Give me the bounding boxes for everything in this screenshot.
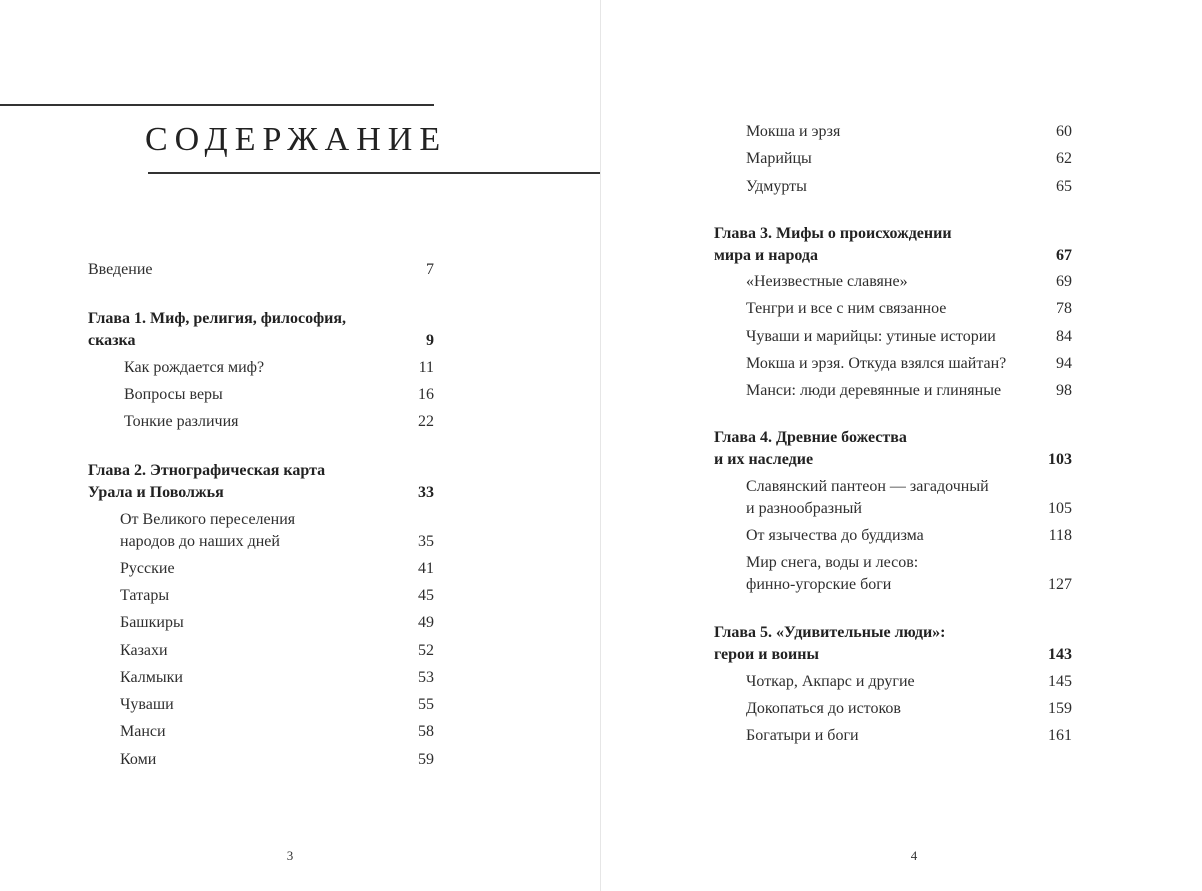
toc-entry-label: Башкиры xyxy=(120,614,184,631)
toc-entry-page: 62 xyxy=(1056,150,1072,167)
toc-entry-page: 52 xyxy=(418,642,434,659)
toc-entry-label-line2: Урала и Поволжья xyxy=(88,484,224,501)
toc-entry-label-line2: народов до наших дней xyxy=(120,533,280,550)
toc-entry-label: Глава 2. Этнографическая карта xyxy=(88,462,326,479)
toc-entry-label-line2: герои и воины xyxy=(714,646,819,663)
toc-entry-page: 84 xyxy=(1056,328,1072,345)
toc-entry-page: 55 xyxy=(418,696,434,713)
toc-entry-label: Русские xyxy=(120,560,175,577)
toc-entry-label: Глава 5. «Удивительные люди»: xyxy=(714,624,946,641)
toc-entry-label-line2: и их наследие xyxy=(714,451,814,468)
toc-entry-page: 69 xyxy=(1056,273,1072,290)
toc-entry-page: 98 xyxy=(1056,382,1072,399)
toc-entry-page: 159 xyxy=(1048,700,1072,717)
toc-entry-label-line2: сказка xyxy=(88,332,136,349)
toc-entry-page: 11 xyxy=(418,359,434,376)
toc-entry-label: «Неизвестные славяне» xyxy=(746,273,908,290)
toc-entry-page: 103 xyxy=(1048,451,1072,468)
toc-entry-label: Глава 1. Миф, религия, философия, xyxy=(88,310,347,327)
toc-entry-chapter-5[interactable] xyxy=(714,622,1086,666)
toc-entry-section[interactable] xyxy=(120,509,448,553)
toc-entry-label-line2: и разнообразный xyxy=(746,500,862,517)
toc-entry-label: Коми xyxy=(120,751,157,768)
toc-entry-label: Тенгри и все с ним связанное xyxy=(746,300,947,317)
toc-entry-page: 16 xyxy=(418,386,434,403)
page-number: 3 xyxy=(286,848,294,863)
toc-entry-label: Манси xyxy=(120,723,166,740)
toc-entry-page: 53 xyxy=(418,669,434,686)
toc-entry-page: 59 xyxy=(418,751,434,768)
left-page xyxy=(0,0,600,891)
toc-entry-label: Чоткар, Акпарс и другие xyxy=(746,673,915,690)
toc-entry-page: 33 xyxy=(418,484,434,501)
toc-entry-label: Чуваши xyxy=(120,696,174,713)
title-rule-bottom xyxy=(148,172,601,174)
toc-entry-page: 49 xyxy=(418,614,434,631)
toc-entry-page: 7 xyxy=(426,261,434,278)
toc-entry-label: Манси: люди деревянные и глиняные xyxy=(746,382,1002,399)
page-number: 4 xyxy=(910,848,918,863)
toc-entry-chapter-4[interactable] xyxy=(714,427,1086,471)
toc-entry-page: 35 xyxy=(418,533,434,550)
toc-entry-section[interactable] xyxy=(746,476,1086,520)
toc-entry-label: Казахи xyxy=(120,642,168,659)
toc-entry-section[interactable] xyxy=(746,552,1086,596)
toc-entry-label: Татары xyxy=(120,587,170,604)
toc-entry-label: От язычества до буддизма xyxy=(746,527,924,544)
toc-entry-label-line2: финно-угорские боги xyxy=(746,576,892,593)
toc-entry-page: 60 xyxy=(1056,123,1072,140)
toc-entry-page: 65 xyxy=(1056,178,1072,195)
toc-entry-label: Введение xyxy=(88,261,153,278)
toc-entry-page: 143 xyxy=(1048,646,1072,663)
toc-entry-page: 45 xyxy=(418,587,434,604)
toc-entry-label: Калмыки xyxy=(120,669,183,686)
right-page xyxy=(601,0,1202,891)
toc-entry-label: Мокша и эрзя. Откуда взялся шайтан? xyxy=(746,355,1007,372)
toc-entry-label: Глава 4. Древние божества xyxy=(714,429,907,446)
toc-entry-page: 58 xyxy=(418,723,434,740)
toc-entry-page: 118 xyxy=(1048,527,1072,544)
toc-entry-label: Славянский пантеон — загадочный xyxy=(746,478,989,495)
toc-entry-label: Мокша и эрзя xyxy=(746,123,841,140)
toc-entry-label: Марийцы xyxy=(746,150,812,167)
toc-entry-chapter-1[interactable] xyxy=(88,308,448,352)
title-rule-top xyxy=(0,104,434,106)
toc-entry-page: 41 xyxy=(418,560,434,577)
toc-entry-chapter-3[interactable] xyxy=(714,223,1086,267)
toc-entry-label: Докопаться до истоков xyxy=(746,700,901,717)
toc-entry-page: 9 xyxy=(426,332,434,349)
page-title: СОДЕРЖАНИЕ xyxy=(145,121,448,158)
toc-entry-chapter-2[interactable] xyxy=(88,460,448,504)
toc-entry-label: Чуваши и марийцы: утиные истории xyxy=(746,328,996,345)
toc-entry-label: Богатыри и боги xyxy=(746,727,859,744)
toc-entry-label: Тонкие различия xyxy=(124,413,239,430)
toc-entry-label: От Великого переселения xyxy=(120,511,296,528)
toc-entry-page: 105 xyxy=(1048,500,1072,517)
toc-entry-label: Как рождается миф? xyxy=(124,359,265,376)
toc-entry-label: Вопросы веры xyxy=(124,386,223,403)
toc-entry-page: 94 xyxy=(1056,355,1072,372)
toc-entry-label: Мир снега, воды и лесов: xyxy=(746,554,919,571)
toc-entry-page: 22 xyxy=(418,413,434,430)
toc-entry-page: 78 xyxy=(1056,300,1072,317)
toc-entry-label: Удмурты xyxy=(746,178,807,195)
toc-entry-label: Глава 3. Мифы о происхождении xyxy=(714,225,952,242)
toc-entry-page: 67 xyxy=(1056,247,1072,264)
toc-entry-page: 127 xyxy=(1048,576,1072,593)
toc-entry-page: 161 xyxy=(1048,727,1072,744)
toc-entry-label-line2: мира и народа xyxy=(714,247,818,264)
toc-entry-page: 145 xyxy=(1048,673,1072,690)
